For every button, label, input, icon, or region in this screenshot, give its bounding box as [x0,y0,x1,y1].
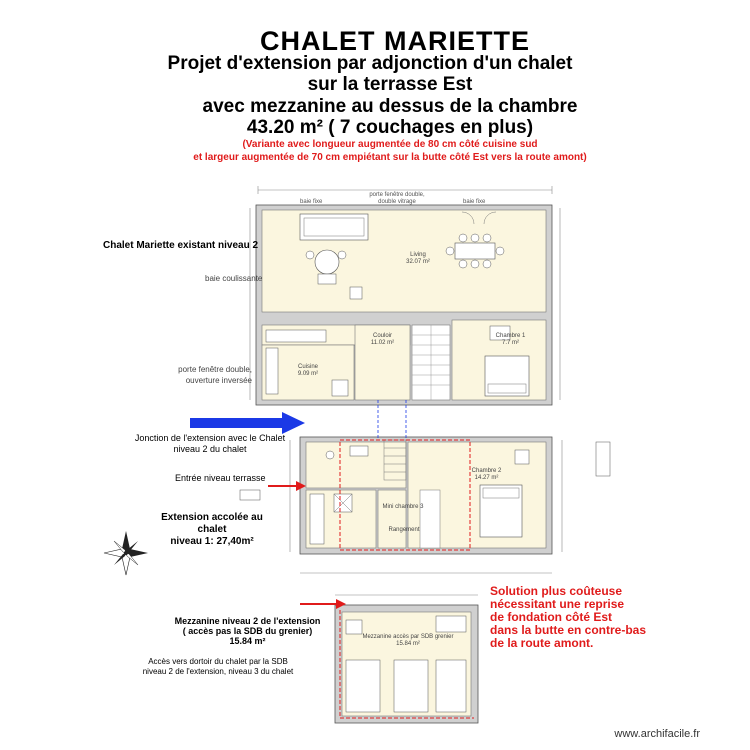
solution-line-5: de la route amont. [490,636,594,650]
french-window-2: ouverture inversée [185,376,252,385]
armchair [350,287,362,299]
compass-rose-icon [104,531,148,575]
extension-line-1: Extension accolée au chalet [161,512,263,535]
solution-line-3: de fondation côté Est [490,610,613,624]
room-label-mezzanine [356,634,460,648]
couloir-area: 11.02 m² [370,340,395,346]
bathtub [310,494,324,544]
subtitle-line-2: sur la terrasse Est [307,74,473,95]
junction-label [120,433,300,455]
footer-credit[interactable]: www.archifacile.fr [614,728,700,740]
junction-line-1: Jonction de l'extension avec le Chalet [134,433,286,443]
chambre1-name: Chambre 1 [495,333,526,339]
room-label-cuisine [288,364,328,378]
cuisine-area: 9.09 m² [297,371,319,377]
variant-line-2: et largeur augmentée de 70 cm empiétant sur la butte côté Est vers la route amont) [193,152,587,163]
subtitle-line-3: avec mezzanine au dessus de la chambre [202,96,578,117]
access-label [128,657,308,677]
existing-level-label: Chalet Mariette existant niveau 2 [103,240,259,251]
mezzanine-name: Mezzanine accès par SDB grenier [362,634,454,640]
room-label-chambre2 [464,468,509,482]
room-label-chambre1 [488,333,533,347]
solution-line-4: dans la butte en contre-bas [490,623,647,637]
mezz-bed-1 [346,660,380,712]
room-label-living [398,252,438,266]
access-line-1: Accès vers dortoir du chalet par la SDB [148,657,288,666]
dining-table [455,243,495,259]
cuisine-name: Cuisine [297,364,318,370]
mezzanine-area: 15.84 m² [396,641,420,647]
mini-bedroom-3 [378,490,406,548]
subtitle-line-1: Projet d'extension par adjonction d'un chalet [167,53,573,74]
subtitle-line-4: 43.20 m² ( 7 couchages en plus) [246,117,534,138]
access-line-2: niveau 2 de l'extension, niveau 3 du chalet [142,667,294,676]
label-baie-fixe-1: baie fixe [300,199,323,205]
page-title: CHALET MARIETTE [260,26,530,56]
room-label-mini-chambre: Mini chambre 3 [382,504,424,510]
label-baie-fixe-2: baie fixe [463,199,486,205]
extension-plan [300,400,610,554]
mezzanine-label [165,616,330,646]
chambre2-area: 14.27 m² [474,475,499,481]
terrace-entry-label: Entrée niveau terrasse [175,473,266,483]
mezzanine-plan [335,605,478,723]
room-label-couloir [360,333,405,347]
mezz-bed-2 [394,660,428,712]
room-label-rangement: Rangement [388,527,420,533]
chambre2-name: Chambre 2 [471,468,502,474]
variant-line-1: (Variante avec longueur augmentée de 80 cm côté cuisine sud [242,139,538,150]
label-porte-top-1: porte fenêtre double, [369,192,425,198]
extension-line-2: niveau 1: 27,40m² [170,536,254,547]
round-table [315,250,339,274]
french-window-label [150,364,252,386]
junction-arrow [190,412,305,434]
living-name: Living [410,252,426,258]
french-window-1: porte fenêtre double, [178,365,252,374]
label-porte-top-2: double vitrage [378,199,416,205]
junction-line-2: niveau 2 du chalet [173,444,247,454]
mezz-bed-3 [436,660,466,712]
couloir-name: Couloir [372,333,392,339]
kitchen-counter [266,330,326,342]
sliding-bay-label: baie coulissante [205,274,263,283]
chambre1-area: 7.7 m² [501,340,519,346]
living-area: 32.07 m² [406,259,430,265]
storage [420,490,440,548]
solution-line-1: Solution plus coûteuse [490,584,623,598]
extension-label [148,512,276,548]
mezz-line-3: 15.84 m² [229,636,266,646]
costly-solution-note [490,585,646,650]
mezz-line-2: ( accès pas la SDB du grenier) [182,626,313,636]
solution-line-2: nécessitant une reprise [490,597,625,611]
label-porte-top [362,192,432,206]
mezz-line-1: Mezzanine niveau 2 de l'extension [174,616,321,626]
